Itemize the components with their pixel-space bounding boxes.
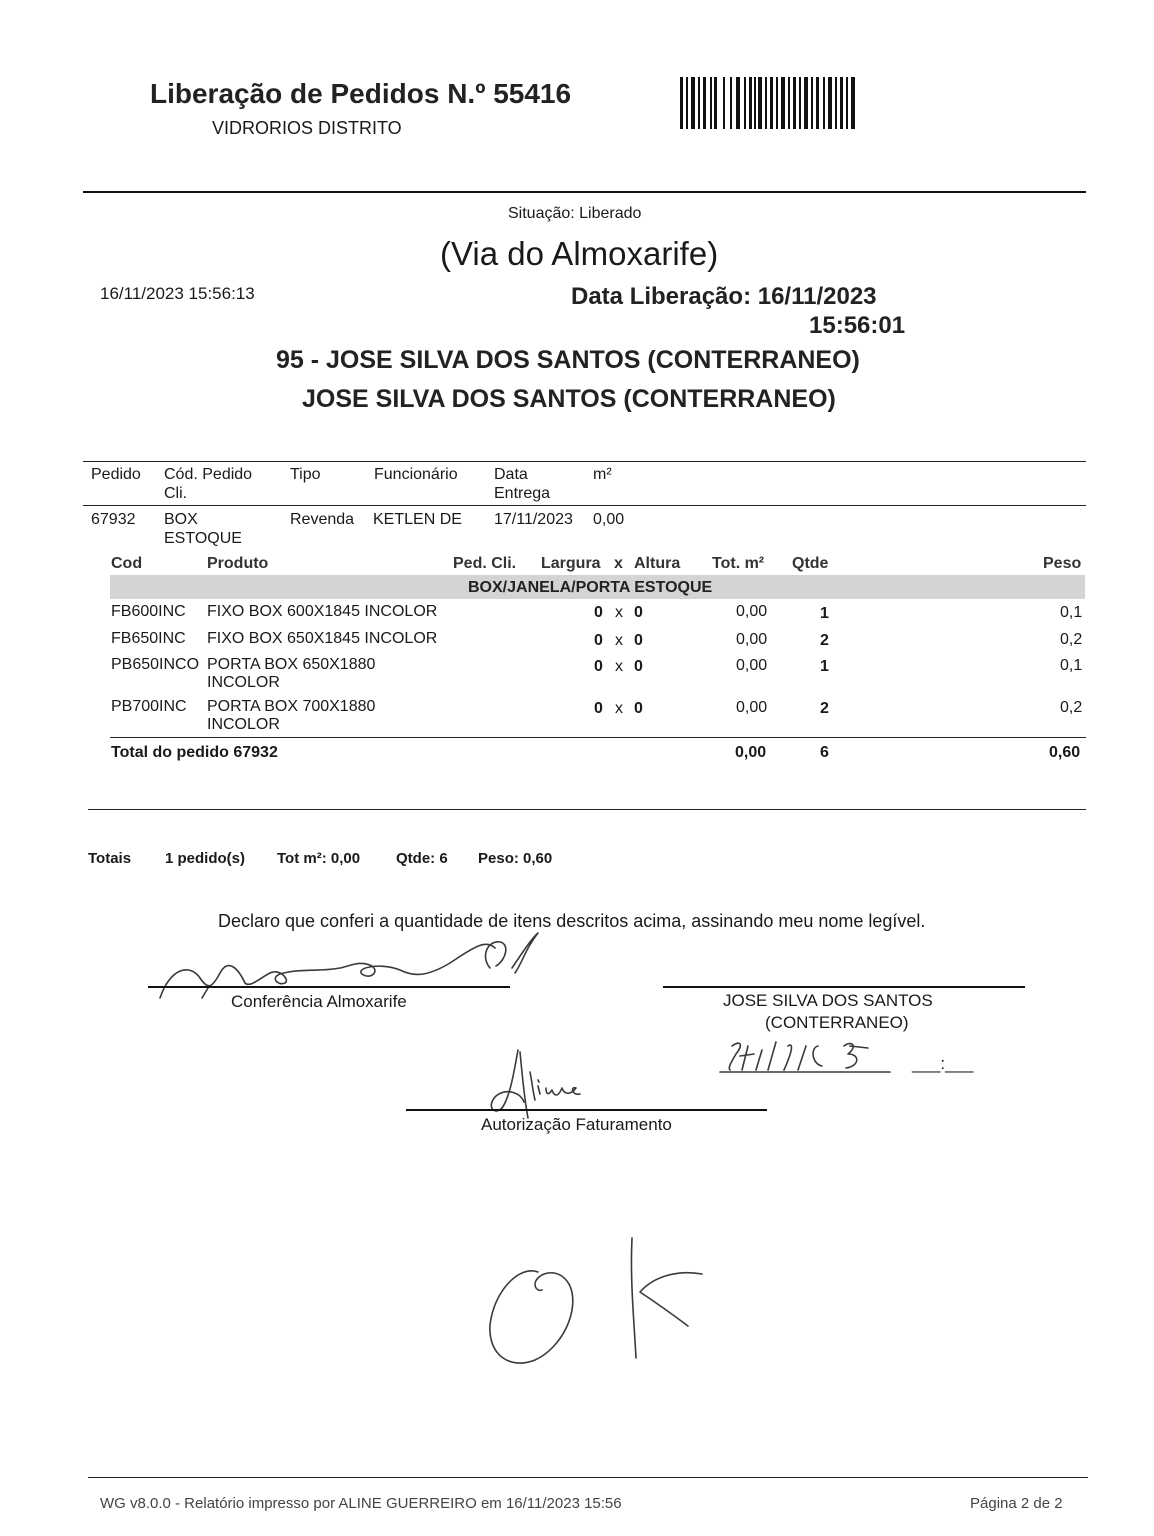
release-time: 15:56:01: [809, 312, 906, 339]
order-table-header-rule: [83, 505, 1086, 506]
totals-divider: [88, 809, 1086, 810]
item-altura: 0: [634, 658, 643, 675]
totals-pedidos: 1 pedido(s): [165, 850, 246, 867]
order-total-m2: 0,00: [735, 744, 767, 761]
almoxarife-signature-line: [148, 986, 510, 988]
item-produto: FIXO BOX 600X1845 INCOLOR: [207, 603, 438, 620]
item-header-peso: Peso: [1043, 555, 1082, 572]
item-header-cod: Cod: [111, 555, 143, 572]
totals-m2: Tot m²: 0,00: [277, 850, 361, 867]
item-x: x: [615, 632, 623, 649]
totals-label: Totais: [88, 850, 132, 867]
order-total-peso: 0,60: [1049, 744, 1081, 761]
order-table-top-rule: [83, 461, 1086, 462]
item-tot-m2: 0,00: [736, 699, 768, 716]
group-label: BOX/JANELA/PORTA ESTOQUE: [468, 579, 713, 596]
item-altura: 0: [634, 632, 643, 649]
order-pedido: 67932: [91, 511, 136, 528]
item-tot-m2: 0,00: [736, 603, 768, 620]
copy-label: (Via do Almoxarife): [440, 235, 719, 272]
item-header-qtde: Qtde: [792, 555, 829, 572]
handwritten-date: [718, 1034, 908, 1076]
order-total-qtde: 6: [820, 744, 829, 761]
item-cod: PB650INCO: [111, 656, 200, 673]
totals-qtde: Qtde: 6: [396, 850, 448, 867]
company-name: VIDRORIOS DISTRITO: [212, 118, 402, 138]
document-title: Liberação de Pedidos N.º 55416: [150, 78, 572, 109]
item-x: x: [615, 604, 623, 621]
item-peso: 0,1: [1060, 657, 1083, 674]
faturamento-signature-line: [406, 1109, 767, 1111]
item-qtde: 2: [820, 700, 829, 717]
footer-divider: [88, 1477, 1088, 1478]
client-name: JOSE SILVA DOS SANTOS (CONTERRANEO): [302, 385, 836, 413]
col-header-cod-pedido: Cód. Pedido Cli.: [164, 466, 253, 502]
footer-print-info: WG v8.0.0 - Relatório impresso por ALINE GUERREIRO em 16/11/2023 15:56: [100, 1495, 622, 1512]
item-header-ped-cli: Ped. Cli.: [453, 555, 517, 572]
item-produto: PORTA BOX 650X1880 INCOLOR: [207, 656, 376, 691]
page-number: Página 2 de 2: [970, 1495, 1063, 1512]
order-data-entrega: 17/11/2023: [494, 511, 573, 528]
item-largura: 0: [594, 658, 603, 675]
item-largura: 0: [594, 700, 603, 717]
order-m2: 0,00: [593, 511, 625, 528]
faturamento-signature-label: Autorização Faturamento: [481, 1115, 672, 1134]
client-signature-line: [663, 986, 1025, 988]
item-tot-m2: 0,00: [736, 631, 768, 648]
item-header-tot-m2: Tot. m²: [712, 555, 765, 572]
item-peso: 0,1: [1060, 604, 1083, 621]
almoxarife-signature-label: Conferência Almoxarife: [231, 992, 407, 1011]
item-x: x: [615, 658, 623, 675]
item-produto: PORTA BOX 700X1880 INCOLOR: [207, 698, 376, 733]
order-cod-pedido: BOX ESTOQUE: [164, 511, 242, 547]
item-largura: 0: [594, 632, 603, 649]
item-header-altura: Altura: [634, 555, 681, 572]
item-x: x: [615, 700, 623, 717]
item-qtde: 1: [820, 605, 829, 622]
print-timestamp: 16/11/2023 15:56:13: [100, 284, 255, 303]
item-altura: 0: [634, 700, 643, 717]
order-total-label: Total do pedido 67932: [111, 744, 278, 761]
barcode: [678, 77, 858, 129]
totals-peso: Peso: 0,60: [478, 850, 553, 867]
handwritten-ok: [480, 1230, 720, 1380]
client-code-name: 95 - JOSE SILVA DOS SANTOS (CONTERRANEO): [276, 346, 860, 374]
col-header-m2: m²: [593, 466, 612, 483]
item-qtde: 1: [820, 658, 829, 675]
item-qtde: 2: [820, 632, 829, 649]
client-time-blank: ___:___: [912, 1054, 974, 1073]
col-header-funcionario: Funcionário: [374, 466, 458, 483]
order-funcionario: KETLEN DE: [373, 511, 462, 528]
order-tipo: Revenda: [290, 511, 355, 528]
status-text: Situação: Liberado: [508, 205, 642, 222]
col-header-tipo: Tipo: [290, 466, 321, 483]
item-produto: FIXO BOX 650X1845 INCOLOR: [207, 630, 438, 647]
item-peso: 0,2: [1060, 631, 1083, 648]
item-header-x: x: [614, 555, 623, 572]
item-cod: FB650INC: [111, 630, 186, 647]
item-cod: PB700INC: [111, 698, 187, 715]
declaration-text: Declaro que conferi a quantidade de itens descritos acima, assinando meu nome legível.: [218, 911, 926, 931]
item-largura: 0: [594, 604, 603, 621]
item-cod: FB600INC: [111, 603, 186, 620]
client-signature-name-suffix: (CONTERRANEO): [765, 1013, 909, 1032]
header-divider: [83, 191, 1086, 193]
item-tot-m2: 0,00: [736, 657, 768, 674]
item-header-produto: Produto: [207, 555, 269, 572]
item-header-largura: Largura: [541, 555, 601, 572]
items-total-rule: [110, 737, 1086, 738]
release-date: Data Liberação: 16/11/2023: [571, 283, 877, 310]
col-header-pedido: Pedido: [91, 466, 141, 483]
col-header-data-entrega: Data Entrega: [494, 466, 551, 502]
item-altura: 0: [634, 604, 643, 621]
client-signature-name: JOSE SILVA DOS SANTOS: [723, 991, 933, 1010]
item-peso: 0,2: [1060, 699, 1083, 716]
